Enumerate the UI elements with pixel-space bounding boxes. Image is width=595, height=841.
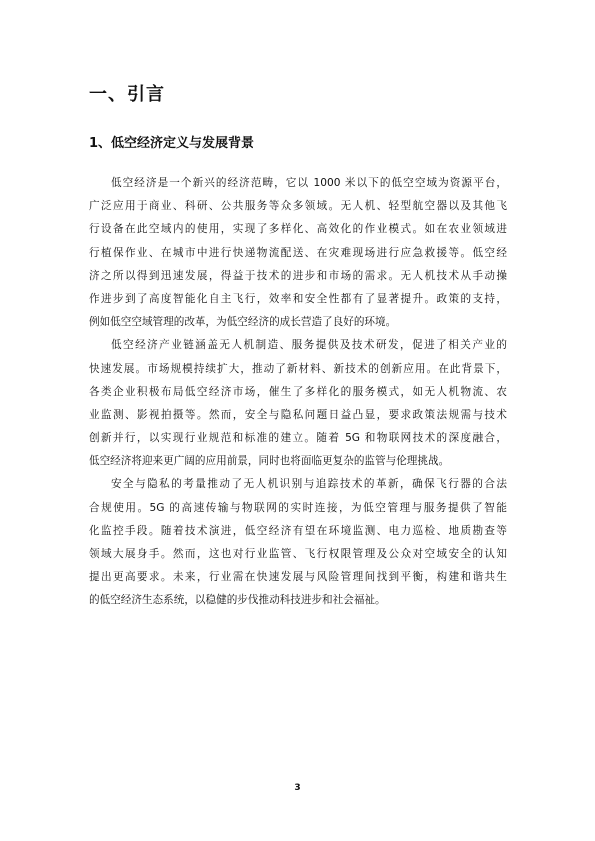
paragraph-3-line-1: 安全与隐私的考量推动了无人机识别与追踪技术的革新，确保飞行器的合法 — [111, 478, 507, 491]
paragraph-2-line-3: 各类企业积极布局低空经济市场，催生了多样化的服务模式，如无人机物流、农 — [89, 385, 507, 398]
paragraph-1-line-1: 低空经济是一个新兴的经济范畴，它以 1000 米以下的低空空域为资源平台， — [111, 177, 507, 189]
paragraph-3-line-2: 合规使用。5G 的高速传输与物联网的实时连接，为低空管理与服务提供了智能 — [89, 501, 507, 514]
subsection-heading: 1、低空经济定义与发展背景 — [89, 136, 255, 151]
paragraph-1-line-6: 作进步到了高度智能化自主飞行，效率和安全性都有了显著提升。政策的支持， — [89, 292, 507, 305]
paragraph-2-line-2: 快速发展。市场规模持续扩大，推动了新材料、新技术的创新应用。在此背景下， — [89, 362, 507, 375]
paragraph-3-line-4: 领域大展身手。然而，这也对行业监管、飞行权限管理及公众对空域安全的认知 — [89, 548, 507, 560]
paragraph-3-line-3: 化监控手段。随着技术演进，低空经济有望在环境监测、电力巡检、地质勘查等 — [89, 524, 507, 537]
section-heading: 一、引言 — [89, 84, 165, 105]
paragraph-1-line-3: 行设备在此空域内的使用，实现了多样化、高效化的作业模式。如在农业领域进 — [89, 223, 507, 236]
paragraph-2-line-5: 创新并行，以实现行业规范和标准的建立。随着 5G 和物联网技术的深度融合， — [89, 432, 507, 445]
paragraph-2-line-1: 低空经济产业链涵盖无人机制造、服务提供及技术研发，促进了相关产业的 — [111, 339, 507, 352]
paragraph-1-line-5: 济之所以得到迅速发展，得益于技术的进步和市场的需求。无人机技术从手动操 — [89, 269, 507, 282]
paragraph-2-line-4: 业监测、影视拍摄等。然而，安全与隐私问题日益凸显，要求政策法规需与技术 — [89, 408, 507, 421]
paragraph-1-line-2: 广泛应用于商业、科研、公共服务等众多领域。无人机、轻型航空器以及其他飞 — [89, 200, 507, 213]
body-text — [89, 172, 507, 613]
paragraph-1-line-4: 行植保作业、在城市中进行快递物流配送、在灾难现场进行应急救援等。低空经 — [89, 246, 507, 259]
paragraph-2-line-6: 低空经济将迎来更广阔的应用前景，同时也将面临更复杂的监管与伦理挑战。 — [89, 455, 450, 468]
paragraph-1-line-7: 例如低空空域管理的改革，为低空经济的成长营造了良好的环境。 — [89, 316, 397, 329]
paragraph-3-line-6: 的低空经济生态系统，以稳健的步伐推动科技进步和社会福祉。 — [89, 594, 386, 607]
page-number: 3 — [294, 783, 301, 793]
paragraph-3-line-5: 提出更高要求。未来，行业需在快速发展与风险管理间找到平衡，构建和谐共生 — [89, 571, 507, 584]
